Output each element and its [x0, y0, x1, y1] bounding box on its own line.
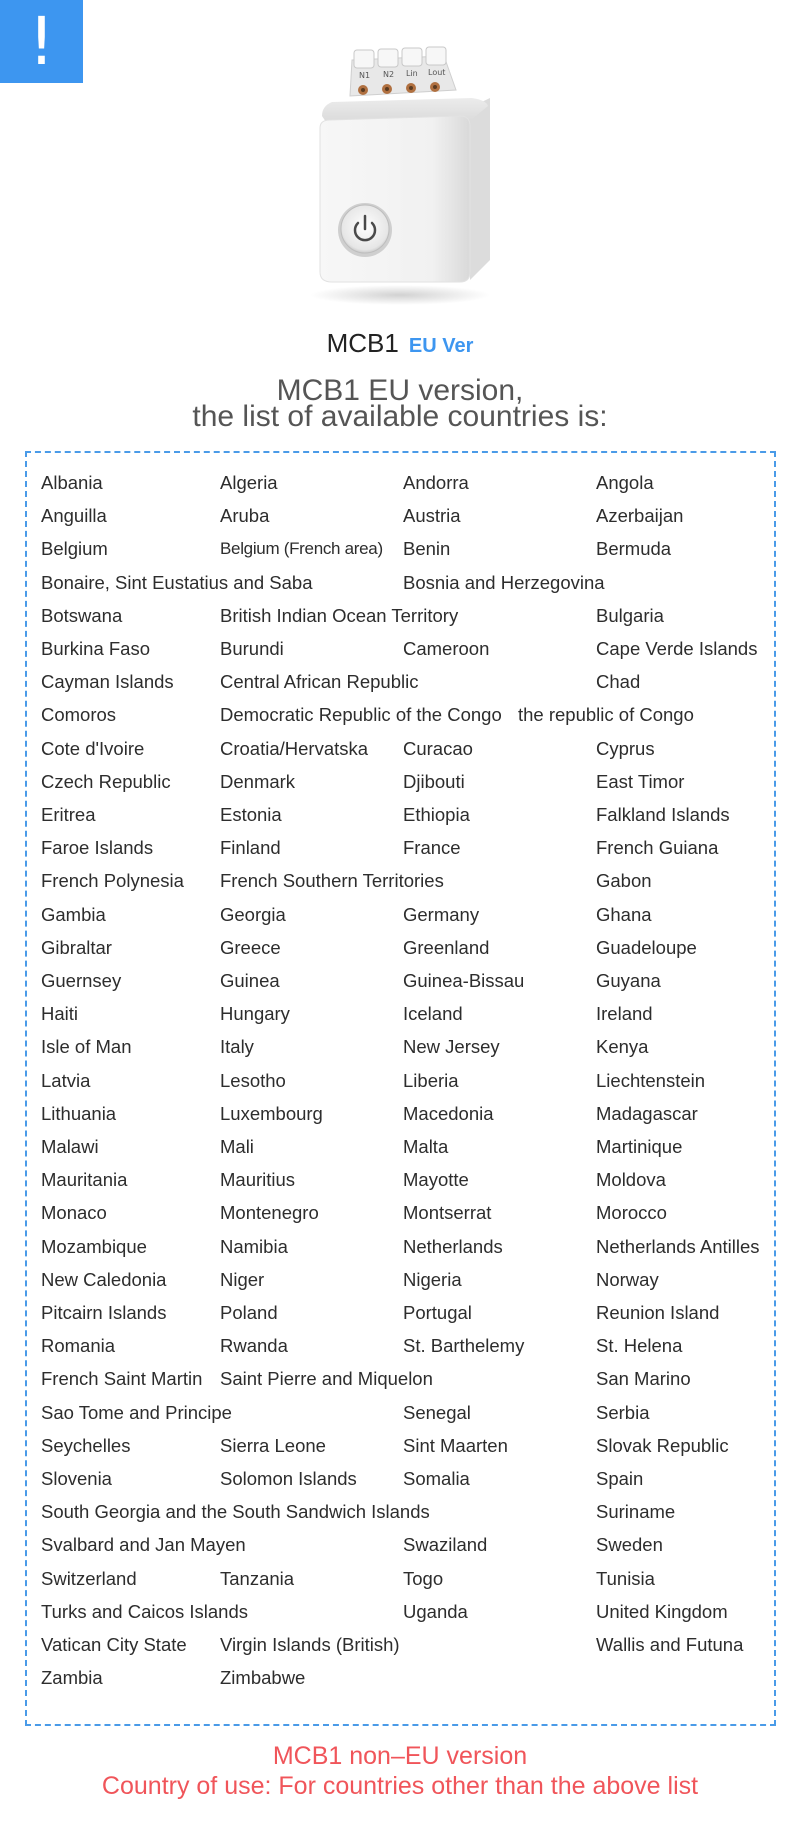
country-row	[0, 669, 800, 695]
country-name: Mayotte	[403, 1169, 469, 1191]
country-row	[0, 1300, 800, 1326]
country-row	[0, 636, 800, 662]
country-name: Liberia	[403, 1069, 459, 1091]
country-name: Tunisia	[596, 1567, 655, 1589]
country-row	[0, 1499, 800, 1525]
country-row	[0, 1034, 800, 1060]
country-name: Austria	[403, 505, 461, 527]
country-name: Guernsey	[41, 970, 122, 991]
country-name: Benin	[403, 538, 451, 560]
country-name: Macedonia	[403, 1102, 494, 1124]
country-name: French Polynesia	[41, 870, 184, 892]
country-name: Wallis and Futuna	[596, 1634, 744, 1655]
country-name: Svalbard and Jan Mayen	[41, 1534, 246, 1556]
country-name: Malta	[403, 1136, 449, 1157]
country-name: Estonia	[220, 804, 282, 825]
country-name: Falkland Islands	[596, 804, 730, 825]
country-name: Uganda	[403, 1600, 468, 1622]
country-name: Denmark	[220, 770, 296, 792]
country-row	[0, 769, 800, 795]
country-row	[0, 1200, 800, 1226]
country-row	[0, 802, 800, 828]
country-name: Algeria	[220, 472, 278, 493]
country-name: Turks and Caicos Islands	[41, 1600, 249, 1622]
country-row	[0, 835, 800, 861]
country-row	[0, 1234, 800, 1260]
country-name: South Georgia and the South Sandwich Islands	[41, 1501, 430, 1523]
country-name: New Jersey	[403, 1036, 500, 1058]
country-name: Burundi	[220, 638, 284, 659]
country-name: Lesotho	[220, 1069, 286, 1091]
country-name: Burkina Faso	[41, 638, 150, 659]
country-name: Central African Republic	[220, 671, 419, 693]
country-name: Gibraltar	[41, 936, 112, 958]
country-row	[0, 603, 800, 629]
country-name: Portugal	[403, 1302, 472, 1323]
country-name: St. Helena	[596, 1335, 683, 1357]
country-name: Ireland	[596, 1003, 653, 1025]
country-name: Botswana	[41, 604, 123, 626]
country-name: Bulgaria	[596, 604, 664, 626]
country-name: Luxembourg	[220, 1102, 323, 1124]
country-name: Germany	[403, 903, 480, 925]
country-name: Guadeloupe	[596, 936, 697, 958]
country-row	[0, 1068, 800, 1094]
country-name: Curacao	[403, 737, 473, 759]
product-name: MCB1	[326, 328, 399, 358]
country-name: Iceland	[403, 1003, 463, 1025]
country-name: Belgium (French area)	[220, 539, 383, 559]
non-eu-title: MCB1 non–EU version	[272, 1742, 528, 1770]
country-row	[0, 702, 800, 728]
country-name: Aruba	[220, 505, 270, 527]
country-name: Mauritius	[220, 1169, 296, 1191]
country-name: Rwanda	[220, 1335, 288, 1357]
country-name: Ethiopia	[403, 804, 470, 825]
country-name: Vatican City State	[41, 1634, 187, 1655]
country-row	[0, 935, 800, 961]
country-name: Djibouti	[403, 770, 465, 792]
country-name: Spain	[596, 1468, 644, 1489]
country-row	[0, 1433, 800, 1459]
country-name: Mauritania	[41, 1169, 128, 1191]
country-name: Zambia	[41, 1667, 103, 1689]
country-name: New Caledonia	[41, 1268, 167, 1290]
country-row	[0, 1566, 800, 1592]
country-name: Zimbabwe	[220, 1667, 306, 1689]
country-name: Gambia	[41, 903, 106, 925]
country-row	[0, 968, 800, 994]
alert-badge	[0, 0, 83, 83]
country-row	[0, 570, 800, 596]
country-name: Bosnia and Herzegovina	[403, 571, 605, 593]
country-name: Finland	[220, 837, 281, 859]
country-name: Cape Verde Islands	[596, 638, 758, 659]
country-name: Somalia	[403, 1468, 470, 1489]
country-name: Madagascar	[596, 1102, 698, 1124]
product-label	[0, 328, 800, 359]
country-name: Chad	[596, 671, 641, 693]
country-name: Comoros	[41, 704, 117, 726]
country-name: Nigeria	[403, 1268, 462, 1290]
country-name: Poland	[220, 1302, 278, 1323]
country-name: Swaziland	[403, 1534, 488, 1556]
product-version: EU Ver	[408, 335, 474, 357]
country-name: Moldova	[596, 1169, 666, 1191]
country-name: Belgium	[41, 538, 108, 560]
country-name: Croatia/Hervatska	[220, 737, 369, 759]
country-row	[0, 1101, 800, 1127]
non-eu-description: Country of use: For countries other than the above list	[101, 1772, 699, 1800]
country-name: United Kingdom	[596, 1600, 728, 1622]
country-row	[0, 1665, 800, 1691]
country-name: Guinea-Bissau	[403, 970, 525, 991]
country-row	[0, 1466, 800, 1492]
country-name: Cote d'Ivoire	[41, 737, 145, 759]
country-row	[0, 1333, 800, 1359]
country-name: Cameroon	[403, 638, 490, 659]
country-name: Faroe Islands	[41, 837, 154, 859]
country-row	[0, 1134, 800, 1160]
country-name: Latvia	[41, 1069, 91, 1091]
country-name: Monaco	[41, 1202, 107, 1224]
svg-text:Lout: Lout	[428, 68, 446, 77]
country-name: Albania	[41, 472, 103, 493]
country-name: Morocco	[596, 1202, 667, 1224]
smart-switch-device-icon	[290, 40, 510, 310]
country-name: Montserrat	[403, 1202, 492, 1224]
country-name: Togo	[403, 1567, 444, 1589]
country-row	[0, 1632, 800, 1658]
country-row	[0, 536, 800, 562]
country-name: Mali	[220, 1136, 254, 1157]
country-name: Slovenia	[41, 1468, 112, 1489]
country-row	[0, 1267, 800, 1293]
country-row	[0, 503, 800, 529]
country-name: Cayman Islands	[41, 671, 174, 693]
country-name: Liechtenstein	[596, 1069, 706, 1091]
country-name: Mozambique	[41, 1235, 147, 1257]
country-name: Gabon	[596, 870, 652, 892]
svg-text:Lin: Lin	[406, 69, 418, 78]
country-name: French Saint Martin	[41, 1368, 203, 1390]
country-name: Slovak Republic	[596, 1434, 729, 1456]
country-row	[0, 1001, 800, 1027]
country-name: Norway	[596, 1268, 659, 1290]
country-row	[0, 1366, 800, 1392]
country-name: Angola	[596, 472, 654, 493]
country-name: Cyprus	[596, 737, 655, 759]
country-name: Switzerland	[41, 1567, 137, 1589]
country-name: Sierra Leone	[220, 1434, 326, 1456]
country-row	[0, 1167, 800, 1193]
country-name: Montenegro	[220, 1202, 319, 1224]
country-name: Georgia	[220, 903, 286, 925]
svg-text:N2: N2	[383, 70, 395, 79]
country-name: Senegal	[403, 1401, 471, 1423]
country-name: Martinique	[596, 1136, 683, 1157]
country-name: Namibia	[220, 1235, 288, 1257]
country-name: Virgin Islands (British)	[220, 1634, 400, 1655]
country-name: Greece	[220, 936, 281, 958]
country-name: Reunion Island	[596, 1302, 720, 1323]
country-name: St. Barthelemy	[403, 1335, 525, 1357]
country-name: Bonaire, Sint Eustatius and Saba	[41, 571, 313, 593]
country-name: Malawi	[41, 1136, 99, 1157]
country-name: Ghana	[596, 903, 652, 925]
country-row	[0, 736, 800, 762]
country-name: Eritrea	[41, 804, 96, 825]
country-row	[0, 868, 800, 894]
country-row	[0, 902, 800, 928]
country-name: Tanzania	[220, 1567, 295, 1589]
country-name: Sao Tome and Principe	[41, 1401, 232, 1423]
country-name: Sint Maarten	[403, 1434, 508, 1456]
country-name: Democratic Republic of the Congo	[220, 704, 502, 726]
country-name: Hungary	[220, 1003, 290, 1025]
heading-line-2: the list of available countries is:	[192, 400, 608, 433]
country-name: Kenya	[596, 1036, 649, 1058]
country-name: Italy	[220, 1036, 254, 1058]
exclamation-icon: !	[28, 2, 55, 80]
country-name: Netherlands Antilles	[596, 1235, 760, 1257]
country-row	[0, 470, 800, 496]
country-name: Suriname	[596, 1501, 676, 1523]
country-name: Lithuania	[41, 1102, 117, 1124]
country-name: French Southern Territories	[220, 870, 444, 892]
country-name: Anguilla	[41, 505, 107, 527]
country-name: Romania	[41, 1335, 116, 1357]
country-name: San Marino	[596, 1368, 691, 1390]
product-image	[290, 40, 510, 310]
country-name: Sweden	[596, 1534, 663, 1556]
country-name: Pitcairn Islands	[41, 1302, 167, 1323]
country-name: the republic of Congo	[518, 704, 694, 726]
country-name: Guyana	[596, 970, 661, 991]
country-name: France	[403, 837, 461, 859]
country-name: Saint Pierre and Miquelon	[220, 1368, 433, 1390]
country-name: Andorra	[403, 472, 469, 493]
svg-text:N1: N1	[359, 71, 371, 80]
country-name: Serbia	[596, 1401, 650, 1423]
country-name: Niger	[220, 1268, 265, 1290]
country-name: Seychelles	[41, 1434, 131, 1456]
country-name: Isle of Man	[41, 1036, 132, 1058]
country-name: Bermuda	[596, 538, 672, 560]
country-name: French Guiana	[596, 837, 719, 859]
country-row	[0, 1599, 800, 1625]
country-row	[0, 1532, 800, 1558]
country-name: East Timor	[596, 770, 685, 792]
heading-line-1: MCB1 EU version,	[276, 374, 524, 407]
page-heading	[0, 374, 800, 433]
country-name: Solomon Islands	[220, 1468, 357, 1489]
country-name: Netherlands	[403, 1235, 503, 1257]
country-row	[0, 1400, 800, 1426]
country-name: Azerbaijan	[596, 505, 684, 527]
country-name: Greenland	[403, 936, 490, 958]
country-name: British Indian Ocean Territory	[220, 604, 459, 626]
country-name: Czech Republic	[41, 770, 171, 792]
country-name: Guinea	[220, 970, 280, 991]
country-name: Haiti	[41, 1003, 79, 1025]
